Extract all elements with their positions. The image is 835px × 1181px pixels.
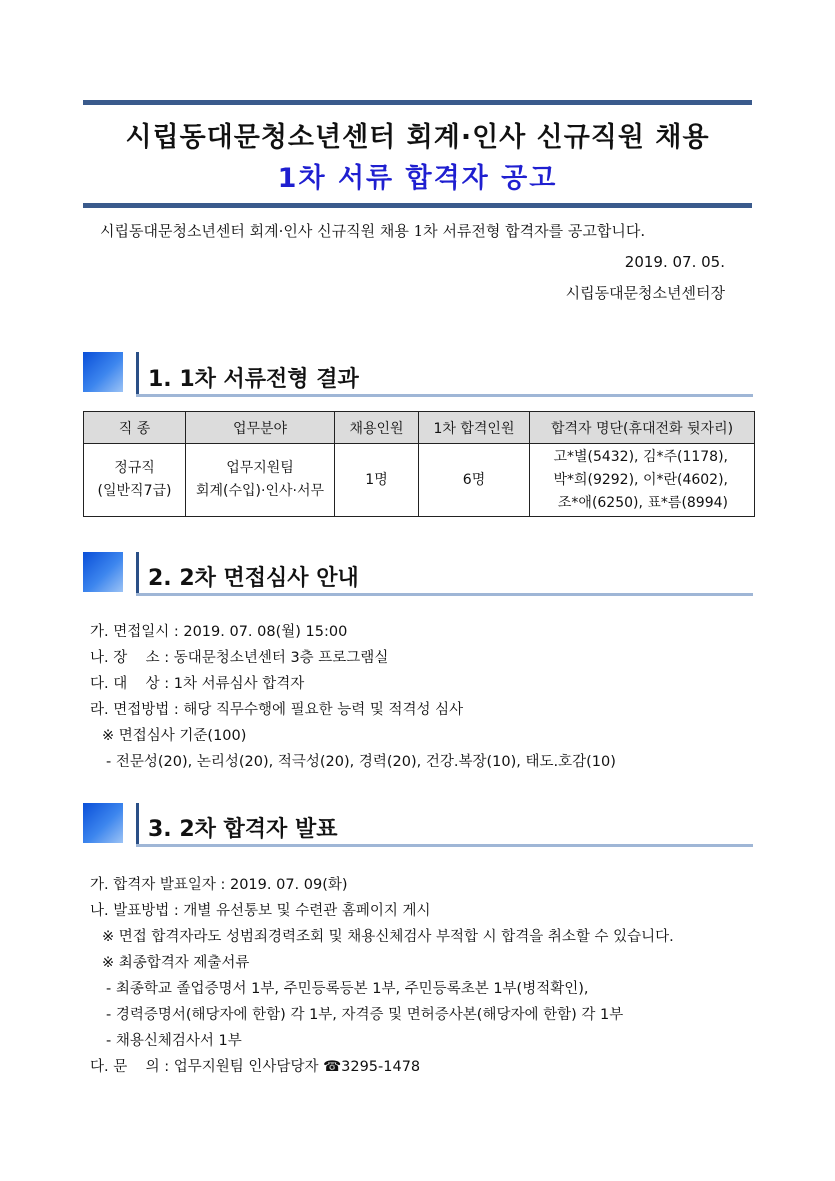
cell-pass-count: 6명 — [419, 444, 530, 517]
section-2-divider — [136, 552, 139, 596]
job-type-line-2: (일반직7급) — [97, 483, 172, 499]
interview-date: 가. 면접일시 : 2019. 07. 08(월) 15:00 — [90, 624, 348, 640]
cell-job-type — [84, 444, 186, 517]
announce-date: 가. 합격자 발표일자 : 2019. 07. 09(화) — [90, 877, 348, 893]
issuer-name: 시립동대문청소년센터장 — [565, 284, 725, 302]
page-subtitle: 1차 서류 합격자 공고 — [277, 163, 558, 194]
table-header-passers: 합격자 명단(휴대전화 뒷자리) — [530, 412, 755, 444]
section-3-underline — [136, 844, 753, 847]
cell-hire-count: 1명 — [335, 444, 419, 517]
documents-item-3: - 채용신체검사서 1부 — [106, 1033, 242, 1049]
documents-item-1: - 최종학교 졸업증명서 1부, 주민등록등본 1부, 주민등록초본 1부(병적확인), — [106, 981, 589, 997]
table-header-hire-count: 채용인원 — [335, 412, 419, 444]
section-1-underline — [136, 394, 753, 397]
table-header-pass-count: 1차 합격인원 — [419, 412, 530, 444]
section-3-divider — [136, 803, 139, 847]
table-header-row — [84, 412, 755, 444]
section-1-divider — [136, 352, 139, 396]
section-1-title: 1. 1차 서류전형 결과 — [148, 367, 359, 392]
table-header-field: 업무분야 — [186, 412, 335, 444]
documents-item-2: - 경력증명서(해당자에 한함) 각 1부, 자격증 및 면허증사본(해당자에 한함) 각 1부 — [106, 1007, 624, 1023]
section-3-title: 3. 2차 합격자 발표 — [148, 817, 338, 842]
documents-note: ※ 최종합격자 제출서류 — [102, 955, 250, 971]
interview-target: 다. 대 상 : 1차 서류심사 합격자 — [90, 676, 305, 692]
passers-line-3: 조*애(6250), 표*름(8994) — [557, 494, 728, 511]
contact-info: 다. 문 의 : 업무지원팀 인사담당자 ☎3295-1478 — [90, 1059, 421, 1075]
result-table — [83, 411, 755, 517]
section-1-marker — [83, 352, 123, 392]
section-2-marker — [83, 552, 123, 592]
cell-field — [186, 444, 335, 517]
header-bottom-rule — [83, 203, 752, 208]
interview-criteria-list: - 전문성(20), 논리성(20), 적극성(20), 경력(20), 건강.복장(10), 태도.호감(10) — [106, 754, 616, 770]
field-line-2: 회계(수입)·인사·서무 — [195, 483, 325, 499]
section-2-title: 2. 2차 면접심사 안내 — [148, 566, 359, 591]
announce-method: 나. 발표방법 : 개별 유선통보 및 수련관 홈페이지 게시 — [90, 903, 431, 919]
page-title: 시립동대문청소년센터 회계·인사 신규직원 채용 — [125, 122, 710, 153]
section-3-marker — [83, 803, 123, 843]
interview-method: 라. 면접방법 : 해당 직무수행에 필요한 능력 및 적격성 심사 — [90, 702, 464, 718]
table-row — [84, 444, 755, 517]
notice-date: 2019. 07. 05. — [624, 253, 725, 271]
passers-line-2: 박*희(9292), 이*란(4602), — [553, 471, 728, 488]
job-type-line-1: 정규직 — [114, 460, 155, 476]
cancellation-note: ※ 면접 합격자라도 성범죄경력조회 및 채용신체검사 부적합 시 합격을 취소할 수 있습니다. — [102, 929, 674, 945]
field-line-1: 업무지원팀 — [226, 460, 294, 476]
table-header-job-type: 직 종 — [84, 412, 186, 444]
interview-place: 나. 장 소 : 동대문청소년센터 3층 프로그램실 — [90, 650, 389, 666]
intro-text: 시립동대문청소년센터 회계·인사 신규직원 채용 1차 서류전형 합격자를 공고합니다. — [100, 222, 646, 240]
passers-line-1: 고*별(5432), 김*주(1178), — [553, 448, 728, 465]
section-2-underline — [136, 593, 753, 596]
interview-criteria-note: ※ 면접심사 기준(100) — [102, 728, 247, 744]
header-top-rule — [83, 100, 752, 105]
cell-passers — [530, 444, 755, 517]
